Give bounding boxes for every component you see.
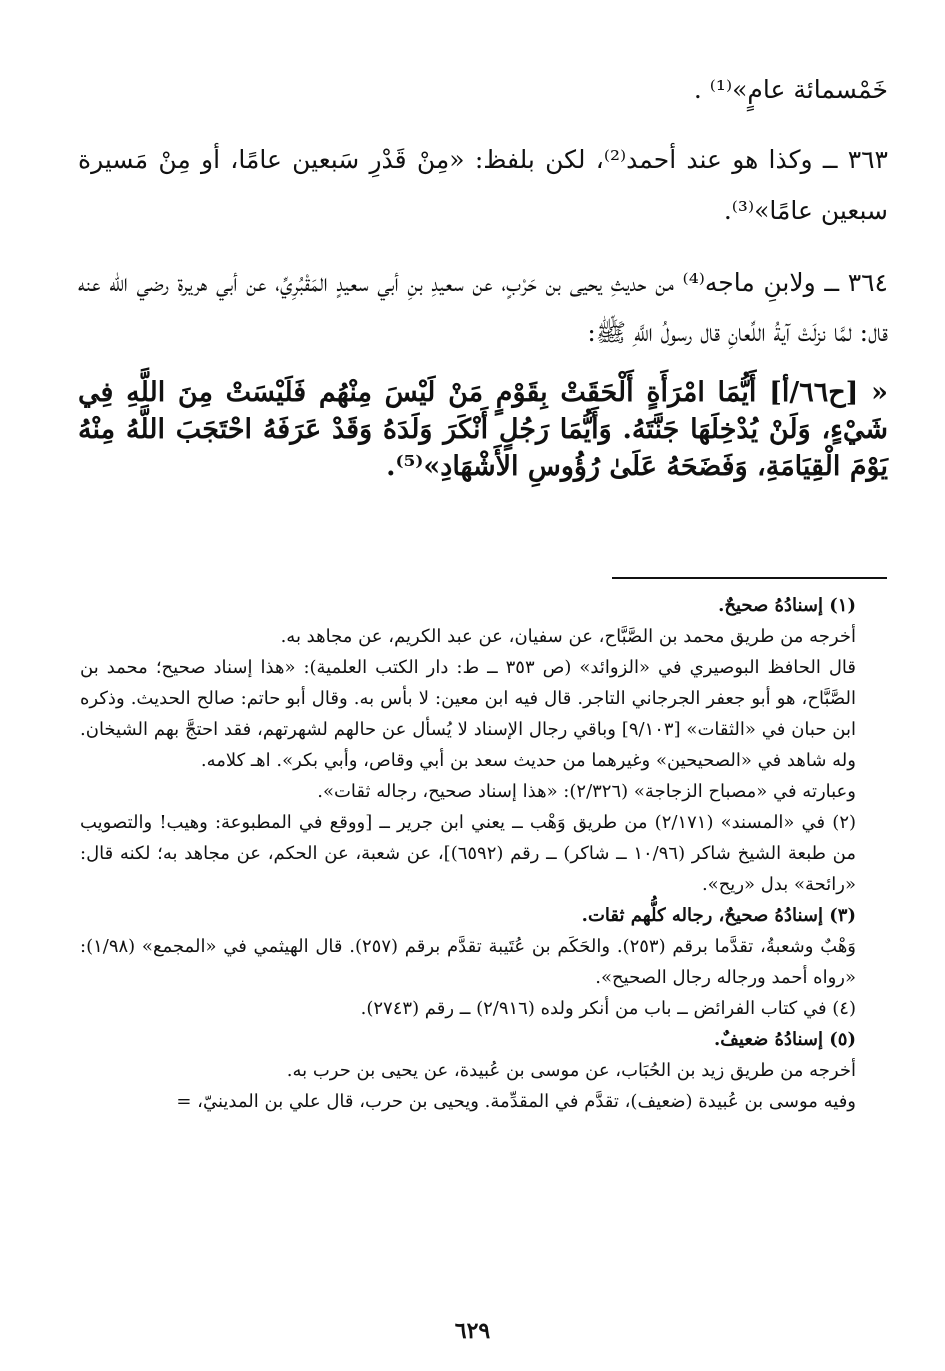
footnote-1-misbah: وعبارته في «مصباح الزجاجة» (٢/٣٢٦): «هذا إسناد صحيح، رجاله ثقات». bbox=[317, 781, 856, 802]
footnote-1-busiri-quote: قال الحافظ البوصيري في «الزوائد» (ص ٣٥٣ ــ ط: دار الكتب العلمية): «هذا إسناد صحيح؛ محمد بن الصَّبَّاح، هو أبو جعفر الجرجاني التاجر. قال فيه ابن معين: لا بأس به. وقال أبو حاتم: صالح الحديث. وذكره ابن حبان في «الثقات» [٩/١٠٣] وباقي رجال الإسناد لا يُسأل عن حالهم لشهرتهم، فقد احتجَّ بهم الشيخان. وله شاهد في «الصحيحين» وغيرهما من حديث سعد بن أبي وقاص، وأبي بكر». اهـ كلامه. bbox=[80, 657, 857, 771]
footnote-1-source: أخرجه من طريق محمد بن الصَّبَّاح، عن سفيان، عن عبد الكريم، عن مجاهد به. bbox=[280, 626, 856, 647]
footnote-4: (٤) في كتاب الفرائض ــ باب من أنكر ولده (٢/٩١٦) ــ رقم (٢٧٤٣). bbox=[360, 998, 856, 1019]
hadith-363: ٣٦٣ ــ وكذا هو عند أحمد⁽²⁾، لكن بلفظ: «مِنْ قَدْرِ سَبعين عامًا، أو مِنْ مَسيرة سبعين عامًا»⁽³⁾. bbox=[78, 145, 888, 225]
footnote-3-body: وَهْبٌ وشعبةُ، تقدَّما برقم (٢٥٣). والحَكَم بن عُتَيبة تقدَّم برقم (٢٥٧). قال الهيثمي في «المجمع» (١/٩٨): «رواه أحمد ورجاله رجال الصحيح». bbox=[80, 936, 856, 988]
footnote-2: (٢) في «المسند» (٢/١٧١) من طريق وَهْب ــ يعني ابن جرير ــ [ووقع في المطبوعة: وهيب! والتصويب من طبعة الشيخ شاكر (١٠/٩٦ ــ شاكر) ــ رقم (٦٥٩٢)]، عن شعبة، عن الحكم، عن مجاهد به؛ لكنه قال: «رائحة» بدل «ريح». bbox=[80, 812, 857, 895]
footnote-divider bbox=[612, 577, 887, 579]
continuation-line: خَمْسمائة عامٍ»⁽¹⁾ . bbox=[693, 75, 888, 104]
main-text bbox=[78, 70, 888, 485]
footnote-5-body: وفيه موسى بن عُبيدة (ضعيف)، تقدَّم في المقدِّمة. ويحيى بن حرب، قال علي بن المدينيّ، = bbox=[176, 1091, 856, 1112]
page-number: ٦٢٩ bbox=[454, 1318, 491, 1344]
footnotes bbox=[80, 590, 888, 1117]
hadith-text-quote: « [ح٦٦/أ] أَيُّمَا امْرَأَةٍ أَلْحَقَتْ بِقَوْمٍ مَنْ لَيْسَ مِنْهُم فَلَيْسَتْ مِنَ اللَّهِ فِي شَيْءٍ، وَلَنْ يُدْخِلَهَا جَنَّتَهُ. وَأَيُّمَا رَجُلٍ أَنْكَرَ وَلَدَهُ وَقَدْ عَرَفَهُ احْتَجَبَ اللَّهُ مِنْهُ يَوْمَ الْقِيَامَةِ، وَفَضَحَهُ عَلَىٰ رُؤُوسِ الأَشْهَادِ»⁽⁵⁾. bbox=[78, 377, 888, 482]
footnote-5-source: أخرجه من طريق زيد بن الحُبَاب، عن موسى بن عُبيدة، عن يحيى بن حرب به. bbox=[286, 1060, 856, 1081]
footnote-5-heading: (٥) إسنادُهُ ضعيفٌ. bbox=[714, 1029, 856, 1050]
hadith-364: ٣٦٤ ــ ولابنِ ماجه⁽⁴⁾ من حديثِ يحيى بن حَرْبٍ، عن سعيدِ بنِ أبي سعيدٍ المَقْبُرِيِّ، عن أبي هريرة رضي الله عنه قال: لمَّا نزلَتْ آيةُ اللِّعانِ قال رسولُ اللَّهِ ﷺ: bbox=[78, 268, 888, 347]
footnote-3-heading: (٣) إسنادُهُ صحيحٌ، رجاله كلُّهم ثقات. bbox=[581, 905, 856, 926]
footnote-1-heading: (١) إسنادُهُ صحيحٌ. bbox=[718, 595, 856, 616]
